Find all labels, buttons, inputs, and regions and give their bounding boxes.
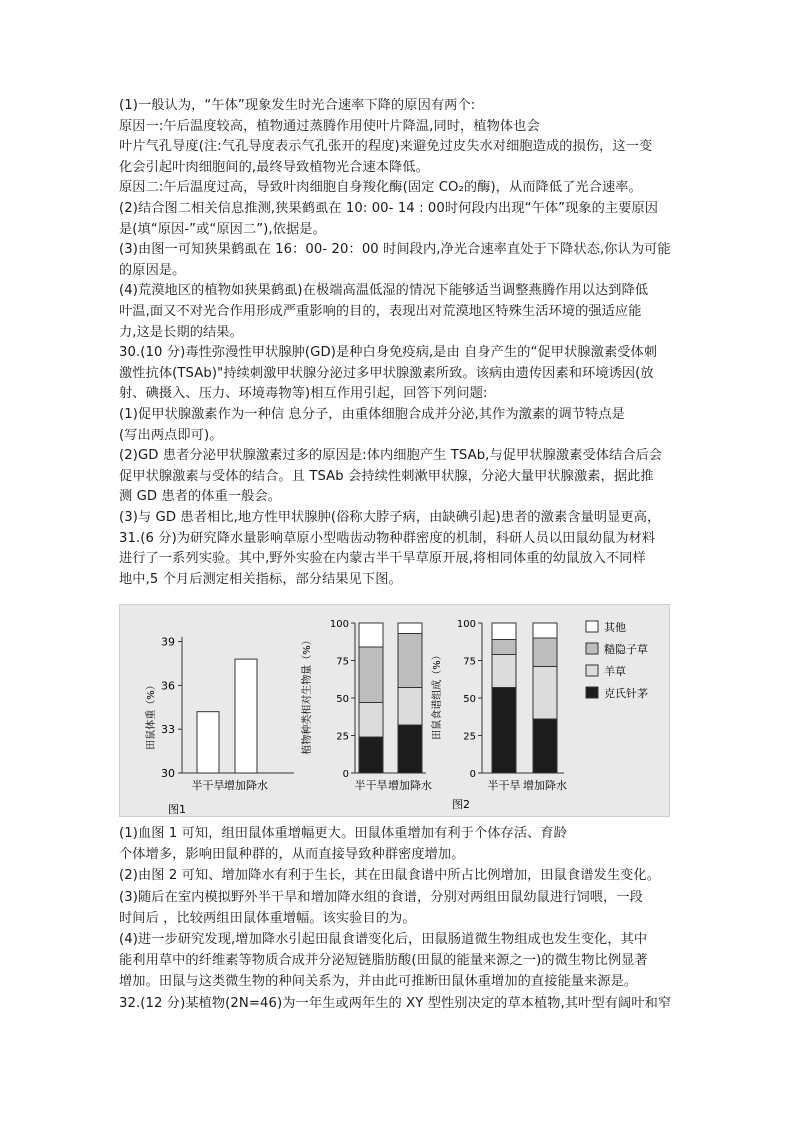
chart-3-bar-segment (492, 688, 516, 774)
chart-1-bar (235, 659, 257, 773)
chart-1-body-weight (144, 636, 294, 816)
chart-1-bar (197, 712, 219, 773)
text-line: 30.(10 分)毒性弥漫性甲状腺肿(GD)是种白身免疫病,是由 自身产生的“促甲状腺激素受体刺 (119, 345, 658, 361)
chart-1-caption: 图1 (168, 803, 186, 816)
text-line: (1)一般认为，“午体”现象发生时光合速率下降的原因有两个: (119, 98, 476, 113)
text-line: (3)与 GD 患者相比,地方性甲状腺肿(俗称大脖子病，由缺碘引起)患者的激素含量明显更高， (119, 510, 661, 525)
legend-swatch (586, 665, 598, 676)
chart-3-xtick-label: 半干旱 (487, 779, 521, 792)
legend-label: 其他 (604, 621, 626, 634)
chart-3-ytick-label: 100 (456, 619, 476, 630)
text-line: 力,这是长期的结果。 (119, 324, 243, 340)
text-line: 地中,5 个月后测定相关指标，部分结果见下图。 (119, 571, 402, 587)
chart-3-xtick-label: 增加降水 (523, 779, 567, 792)
text-line: 激性抗体(TSAb)"持续刺激甲状腺分泌过多甲状腺激素所致。该病由遗传因素和环境诱因(放 (119, 365, 654, 381)
legend-label: 羊草 (604, 665, 626, 678)
text-line: 的原因是。 (119, 262, 186, 278)
chart-1-xtick-label: 增加降水 (224, 779, 268, 792)
text-line: 测 GD 患者的体重一般会。 (119, 489, 282, 505)
text-line: (4)进一步研究发现,增加降水引起田鼠食谱变化后，田鼠肠道微生物组成也发生变化，其中 (119, 932, 648, 947)
chart-2-bar-segment (398, 623, 422, 634)
text-line: 叶片气孔导度(注:气孔导度表示气孔张开的程度)来避免过皮失水对细胞造成的损伤，这一变 (119, 139, 653, 155)
chart-1-ytick-label: 39 (161, 635, 175, 649)
chart-2-bar-segment (398, 725, 422, 773)
chart-2-ylabel: 植物种类相对生物量（%） (302, 635, 313, 755)
figure-svg (120, 605, 669, 816)
chart-3-ylabel: 田鼠食谱组成（%） (432, 650, 443, 740)
chart-3-ytick-label: 50 (463, 694, 476, 705)
chart-3-ytick-label: 0 (469, 769, 476, 780)
text-line: (1)促甲状腺激素作为一种信 息分子，由重体细胞合成并分泌,其作为激素的调节特点是 (119, 407, 625, 422)
legend-swatch (586, 687, 598, 698)
figure-panel (119, 604, 670, 817)
chart-2-xtick-label: 增加降水 (388, 779, 432, 792)
chart-2-ytick-label: 0 (342, 769, 349, 780)
text-line: (写出两点即可)。 (119, 427, 223, 443)
text-line: (3)随后在室内模拟野外半干旱和增加降水组的食谱，分别对两组田鼠幼鼠进行饲喂，一段 (119, 889, 643, 905)
text-line: 31.(6 分)为研究降水量影响草原小型啮齿动物种群密度的机制，科研人员以田鼠幼鼠为材料 (119, 530, 656, 546)
text-line: 进行了一系列实验。其中,野外实验在内蒙古半干旱草原开展,将相同体重的幼鼠放入不同样 (119, 551, 646, 567)
text-line: 个体增多，影响田鼠种群的，从而直接导致种群密度增加。 (119, 847, 465, 863)
text-line: 射、碘摄入、压力、环境毒物等)相互作用引起，回答下列问题: (119, 386, 488, 402)
text-line: (1)血图 1 可知，组田鼠体重增幅更大。田鼠体重增加有利于个体存活、育龄 (119, 826, 567, 841)
chart-2-bar-segment (398, 688, 422, 726)
text-line: 32.(12 分)某植物(2N=46)为一年生或两年生的 XY 型性别决定的草本植物,其叶型有阔叶和窄 (119, 995, 672, 1011)
chart-2-bar-segment (359, 623, 383, 647)
chart-3-bar-segment (533, 667, 557, 720)
chart-3-bar-segment (533, 623, 557, 638)
text-line: 能利用草中的纤维素等物质合成并分泌短链脂肪酸(田鼠的能量来源之一)的微生物比例显著 (119, 953, 648, 969)
chart-1-ytick-label: 33 (161, 723, 175, 737)
text-line: 是(填“原因-”或“原因二”),依据是。 (119, 221, 326, 237)
text-line: 化会引起叶肉细胞间的,最终导致植物光合速本降低。 (119, 159, 429, 175)
text-line: 增加。田鼠与这类微生物的种间关系为，并由此可推断田鼠休重增加的直接能量来源是。 (119, 974, 638, 990)
legend-swatch (586, 643, 598, 654)
legend-swatch (586, 621, 598, 632)
text-line: (2)结合图二相关信息推测,狭果鹤虱在 10: 00- 14 : 00时何段内出现“午体”现象的主要原因 (119, 201, 659, 216)
legend-label: 糙隐子草 (604, 643, 648, 656)
text-line: 原因二:午后温度过高，导致叶肉细胞自身羧化酶(固定 CO₂的酶)，从而降低了光合速率。 (119, 180, 642, 196)
chart-1-ytick-label: 36 (161, 679, 175, 693)
chart-2-plant-biomass (300, 619, 432, 792)
chart-3-bar-segment (492, 623, 516, 640)
chart-3-diet (430, 619, 567, 811)
chart-3-bar-segment (533, 638, 557, 667)
chart-2-bar-segment (359, 737, 383, 773)
chart-2-ytick-label: 100 (329, 619, 349, 630)
chart-2-ytick-label: 50 (336, 694, 349, 705)
chart-1-ytick-label: 30 (161, 767, 175, 780)
text-line: (2)由图 2 可知、增加降水有利于生长，其在田鼠食谱中所占比例增加，田鼠食谱发生变化。 (119, 868, 660, 884)
text-line: (3)由图一可知狭果鹤虱在 16：00- 20：00 时间段内,净光合速率直处于下降状态,你认为可能 (119, 242, 671, 258)
chart-2-bar-segment (398, 634, 422, 688)
chart-legend (586, 620, 648, 700)
legend-label: 克氏针茅 (604, 687, 648, 700)
chart-3-bar-segment (492, 640, 516, 655)
text-line: 叶温,面又不对光合作用形成严重影响的目的，表现出对荒漠地区特殊生活环境的强适应能 (119, 304, 642, 319)
chart-3-bar-segment (533, 719, 557, 773)
chart-3-ytick-label: 25 (463, 731, 476, 743)
text-line: (2)GD 患者分泌甲状腺激素过多的原因是:体内细胞产生 TSAb,与促甲状腺激素受体结合后会 (119, 448, 663, 464)
chart-2-xtick-label: 半干旱 (354, 779, 388, 792)
chart-3-ytick-label: 75 (463, 656, 476, 668)
text-line: 时间后 ，比较两组田鼠体重增幅。该实验目的为。 (119, 910, 416, 926)
chart-1-xtick-label: 半干旱 (191, 779, 225, 792)
chart-3-bar-segment (492, 655, 516, 688)
text-line: (4)荒漠地区的植物如狭果鹤虱)在极端高温低湿的情况下能够适当调整燕腾作用以达到降低 (119, 283, 649, 299)
chart-1-ylabel: 田鼠体重（%） (146, 680, 157, 750)
chart-2-ytick-label: 75 (336, 656, 349, 668)
chart-2-bar-segment (359, 647, 383, 703)
text-line: 原因一:午后温度较高，植物通过蒸腾作用使叶片降温,同时，植物体也会 (119, 118, 540, 134)
chart-2-ytick-label: 25 (336, 731, 349, 743)
chart-2-bar-segment (359, 703, 383, 738)
chart-2-caption: 图2 (452, 798, 470, 811)
text-line: 促甲状腺激素与受体的结合。且 TSAb 会持续性刺漱甲状腺，分泌大量甲状腺激素，据此推 (119, 468, 654, 484)
